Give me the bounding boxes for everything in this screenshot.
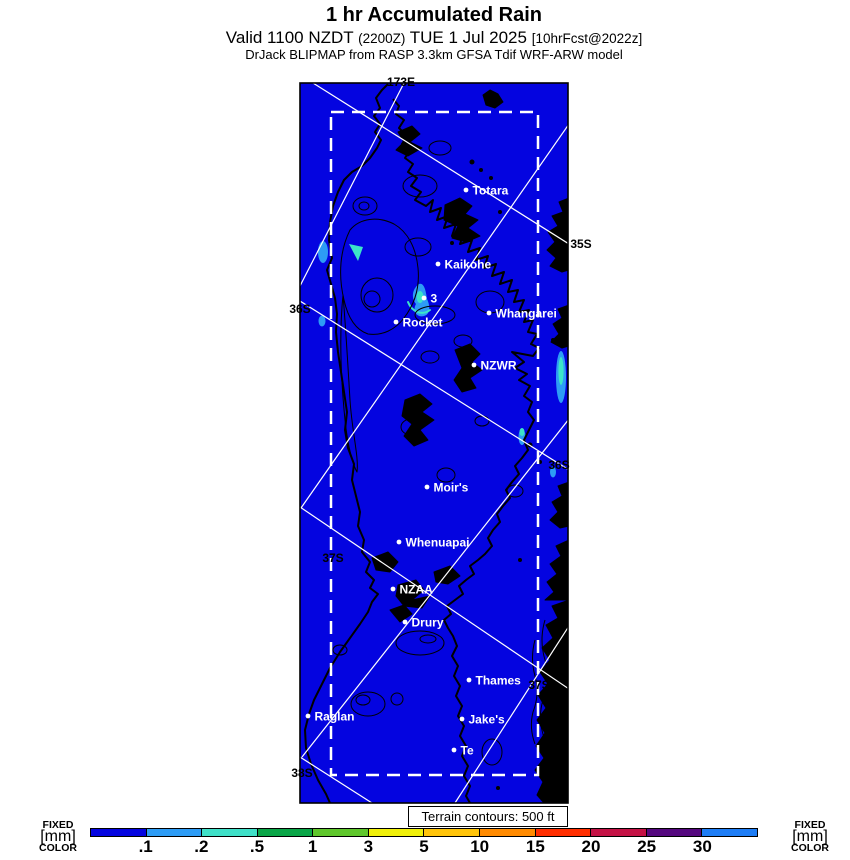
scale-units-label-right (786, 820, 834, 853)
grid-label: 35S (570, 237, 592, 251)
station-label: Thames (475, 673, 521, 688)
station-marker (425, 485, 430, 490)
colorbar-tick-label: .1 (138, 837, 153, 856)
island (479, 168, 483, 172)
island (518, 558, 522, 562)
island (470, 160, 475, 165)
rain-patch (319, 316, 326, 327)
color-scale-ticks (90, 837, 758, 857)
station-marker (452, 748, 457, 753)
scale-color-text: COLOR (39, 842, 77, 854)
station-label: Whangarei (495, 306, 557, 321)
station-marker (394, 320, 399, 325)
grid-label: 37S (528, 678, 550, 692)
station-label: Jake's (468, 712, 505, 727)
colorbar-tick-label: 20 (581, 837, 601, 856)
rain-patch (558, 357, 563, 385)
station-label: Rocket (402, 315, 443, 330)
station-marker (391, 587, 396, 592)
colorbar-tick-label: .5 (249, 837, 265, 856)
scale-units-text: [mm] (40, 828, 76, 845)
station-marker (397, 540, 402, 545)
colorbar-segment (479, 828, 536, 837)
colorbar-segment (535, 828, 592, 837)
colorbar-segment (701, 828, 758, 837)
station-label: Totara (472, 183, 509, 198)
station-label: 3 (430, 291, 438, 306)
scale-units-text: [mm] (792, 828, 828, 845)
rain-patch (520, 428, 525, 436)
grid-label: 173E (386, 75, 416, 89)
island (489, 176, 493, 180)
colorbar-tick-label: 3 (363, 837, 374, 856)
color-scale-bar (90, 828, 758, 837)
island (450, 241, 454, 245)
grid-label: 36S (289, 302, 311, 316)
model-attribution: DrJack BLIPMAP from RASP 3.3km GFSA Tdif WRF-ARW model (245, 47, 623, 62)
scale-units-label-left (34, 820, 82, 853)
station-marker (467, 678, 472, 683)
colorbar-segment (423, 828, 480, 837)
station-label: Moir's (433, 480, 469, 495)
station-marker (436, 262, 441, 267)
station-label: Raglan (314, 709, 355, 724)
page-title: 1 hr Accumulated Rain (326, 4, 542, 26)
rain-patch (318, 241, 328, 263)
grid-label: 36S (548, 458, 570, 472)
station-marker (422, 296, 427, 301)
station-marker (487, 311, 492, 316)
sea-area (300, 83, 568, 803)
forecast-cycle: [10hrFcst@2022z] (531, 31, 643, 46)
colorbar-segment (90, 828, 147, 837)
colorbar-tick-label: 5 (419, 837, 429, 856)
scale-color-text: COLOR (791, 842, 829, 854)
colorbar-tick-label: 30 (692, 837, 712, 856)
colorbar-tick-label: .2 (194, 837, 209, 856)
station-label: Kaikohe (444, 257, 492, 272)
valid-time-utc: (2200Z) (358, 31, 406, 46)
station-label: Drury (411, 615, 444, 630)
grid-label: 38S (291, 766, 313, 780)
station-label: NZWR (480, 358, 517, 373)
station-marker (472, 363, 477, 368)
colorbar-segment (201, 828, 258, 837)
colorbar-segment (312, 828, 369, 837)
colorbar-segment (646, 828, 703, 837)
station-label: Whenuapai (405, 535, 470, 550)
valid-date: TUE 1 Jul 2025 (405, 28, 532, 47)
colorbar-tick-label: 15 (525, 837, 545, 856)
colorbar-segment (146, 828, 203, 837)
station-marker (464, 188, 469, 193)
colorbar-segment (257, 828, 314, 837)
colorbar-segment (590, 828, 647, 837)
island (496, 786, 500, 790)
station-marker (460, 717, 465, 722)
colorbar-tick-label: 1 (307, 837, 318, 856)
island (551, 338, 555, 342)
station-label: NZAA (399, 582, 433, 597)
station-label: Te (460, 743, 474, 758)
station-marker (403, 620, 408, 625)
colorbar-tick-label: 25 (637, 837, 657, 856)
island (498, 210, 502, 214)
colorbar-segment (368, 828, 425, 837)
scale-fixed-text: FIXED (794, 819, 826, 831)
station-marker (306, 714, 311, 719)
scale-fixed-text: FIXED (42, 819, 74, 831)
valid-time: Valid 1100 NZDT (225, 28, 359, 47)
colorbar-tick-label: 10 (470, 837, 490, 856)
grid-label: 37S (322, 551, 344, 565)
terrain-contour-note: Terrain contours: 500 ft (408, 806, 568, 827)
